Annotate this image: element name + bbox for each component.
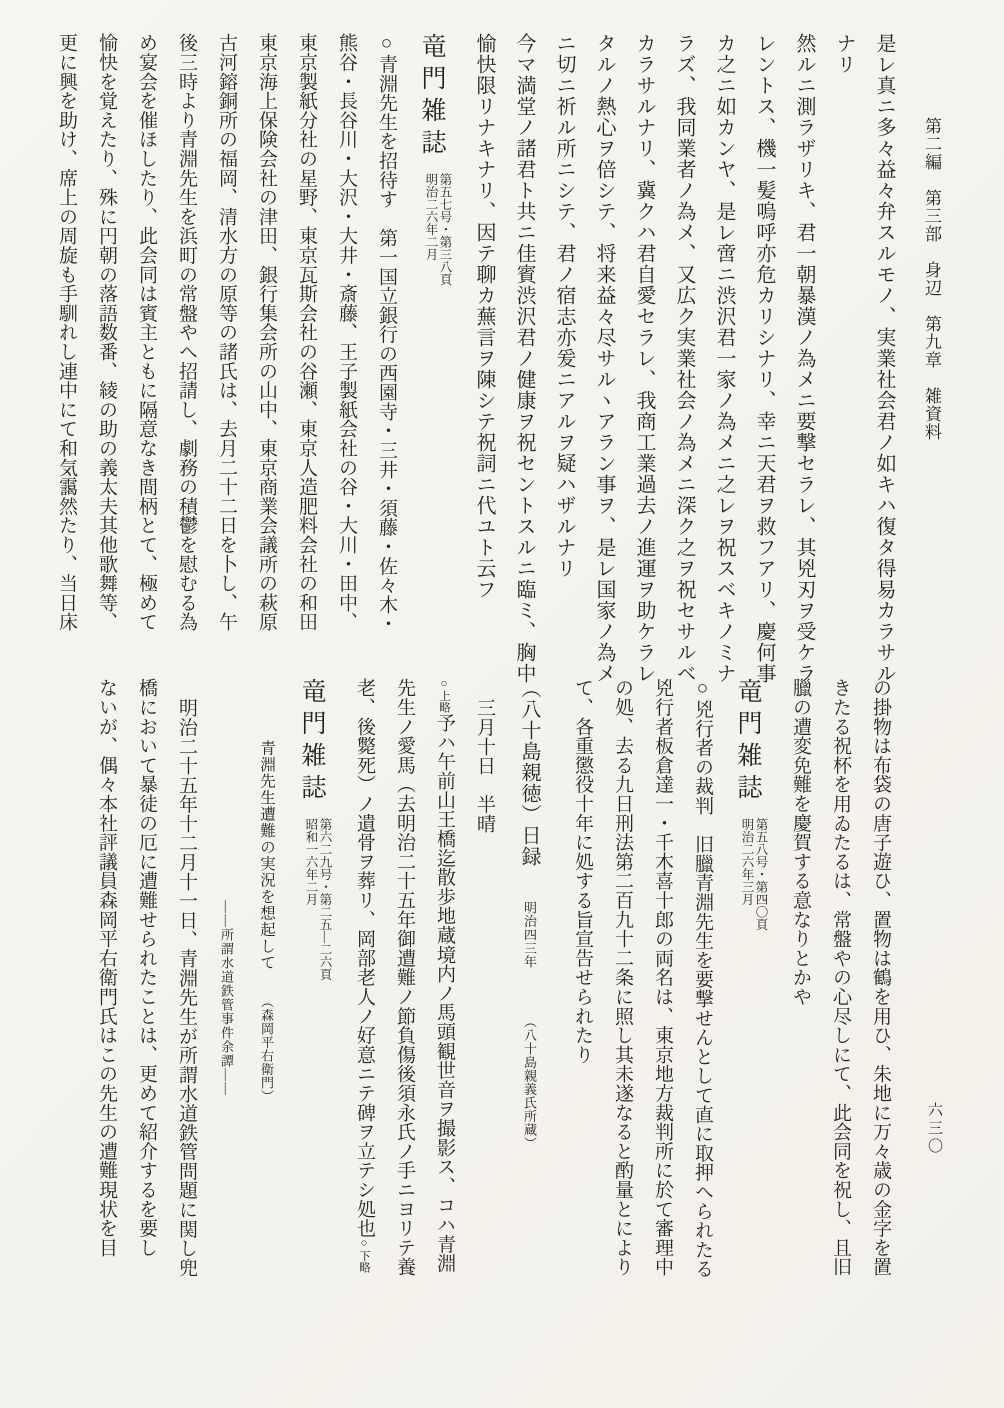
body-line: の処、去る九日刑法第二百九十二条に照し其未遂なると酌量とにより — [612, 678, 633, 1277]
diary-entry-date: 三月十日 半晴 — [474, 698, 495, 834]
citation-warichu — [304, 818, 332, 981]
body-line: 古河鎔銅所の福岡、清水方の原等の諸氏は、去月二十二日を卜し、午 — [216, 33, 237, 632]
journal-title: 竜門雑誌 — [298, 678, 325, 806]
top-half-text-block — [46, 33, 944, 684]
body-line: 臘の遭変免難を慶賀する意なりとかや — [790, 678, 811, 1007]
body-line: ないが、偶々本社評議員森岡平右衛門氏はこの先生の遭難現状を目 — [96, 678, 117, 1257]
section-heading-ryumon-629 — [288, 678, 334, 1298]
body-line: きたる祝杯を用ゐたるは、常盤やの心尽しにて、此会同を祝し、且旧 — [830, 678, 851, 1277]
quote-line: 今マ満堂ノ諸君ト共ニ佳賓渋沢君ノ健康ヲ祝セントスルニ臨ミ、胸中 — [513, 33, 535, 684]
citation-date: 昭和一六年二月 — [304, 818, 318, 906]
diary-text: 老、後斃死）ノ遺骨ヲ葬リ、岡部老人ノ好意ニテ碑ヲ立テシ処也 — [354, 678, 375, 1238]
body-line: 明治二十五年十二月十一日、青淵先生が所謂水道鉄管問題に関し兜 — [176, 698, 197, 1277]
body-line: ○青淵先生を招待す 第一国立銀行の西園寺・三井・須藤・佐々木・ — [376, 33, 397, 634]
citation-warichu — [424, 173, 452, 286]
bottom-half-text-block — [86, 678, 944, 1298]
body-line: て、各重懲役十年に処する旨宣告せられたり — [572, 678, 593, 1064]
citation-issue: 第五七号・第三八頁 — [438, 173, 452, 286]
citation-date: 明治二六年三月 — [740, 818, 754, 906]
quote-line: ラズ、我同業者ノ為メ、又広ク実業社会ノ為メニ深ク之ヲ祝セサルベ — [673, 33, 695, 684]
section-heading-ryumon-58 — [724, 678, 770, 1298]
citation-date: 明治二六年二月 — [424, 173, 438, 261]
section-heading-diary — [506, 678, 552, 1298]
quote-line: カラサルナリ、冀クハ君自愛セラレ、我商工業過去ノ進運ヲ助ケラレ — [633, 33, 655, 684]
diary-title: （八十島親徳）日録 — [518, 678, 540, 867]
quote-line: 是レ真ニ多々益々弁スルモノ、実業社会君ノ如キハ復タ得易カラサル — [873, 33, 895, 684]
quote-line: タルノ熱心ヲ倍シテ、将来益々尽サルヽアラン事ヲ、是レ国家ノ為メ — [593, 33, 615, 684]
article-title-line — [246, 678, 286, 1298]
article-author: （森岡平右衛門） — [259, 995, 274, 1103]
omission-note-start: ○上略 — [438, 678, 450, 713]
body-line: 後三時より青淵先生を浜町の常盤やへ招請し、劇務の積鬱を慰むる為 — [176, 33, 197, 632]
body-line: の掛物は布袋の唐子遊ひ、置物は鶴を用ひ、朱地に万々歳の金字を置 — [870, 678, 891, 1277]
page-number: 六三〇 — [926, 1102, 942, 1156]
body-line: 東京製紙分社の星野、東京瓦斯会社の谷瀬、東京人造肥料会社の和田 — [296, 33, 317, 632]
citation-issue: 第六二九号・第二五―二六頁 — [318, 818, 332, 981]
body-line: め宴会を催ほしたり、此会同は賓主ともに隔意なき間柄とて、極めて — [136, 33, 157, 632]
body-line — [424, 678, 464, 1298]
body-line: 東京海上保険会社の津田、銀行集会所の山中、東京商業会議所の萩原 — [256, 33, 277, 632]
diary-text: 予ハ午前山王橋迄散歩地蔵境内ノ馬頭観世音ヲ撮影ス、コハ青淵 — [434, 713, 455, 1273]
diary-source: （八十島親義氏所蔵） — [522, 1014, 537, 1150]
body-line: 熊谷・長谷川・大沢・大井・斎藤、王子製紙会社の谷・大川・田中、 — [336, 33, 357, 632]
article-subtitle: ――所謂水道鉄管事件余譚―― — [219, 900, 234, 1096]
omission-note-end: ○下略 — [358, 1237, 370, 1273]
citation-issue: 第五八号・第四〇頁 — [754, 818, 768, 931]
running-head: 第二編 第三部 身辺 第九章 雑資料 — [922, 117, 941, 441]
quote-line: 愉快限リナキナリ、因テ聊カ蕪言ヲ陳シテ祝詞ニ代ユト云フ — [473, 33, 495, 600]
quote-line: カ之ニ如カンヤ、是レ啻ニ渋沢君一家ノ為メニ之レヲ祝スベキノミナ — [713, 33, 735, 684]
body-line: 更に興を助け、席上の周旋も手馴れし連中にて和気靄然たり、当日床 — [56, 33, 77, 632]
body-line: 橋において暴徒の厄に遭難せられたことは、更めて紹介するを要し — [136, 678, 157, 1257]
journal-title: 竜門雑誌 — [734, 678, 761, 806]
quote-line: レントス、機一髪嗚呼亦危カリシナリ、幸ニ天君ヲ救フアリ、慶何事 — [753, 33, 775, 684]
body-line: 先生ノ愛馬（去明治二十五年御遭難ノ節負傷後須永氏ノ手ニヨリテ養 — [394, 678, 415, 1277]
body-line: ○兇行者の裁判 旧臘青淵先生を要撃せんとして直に取押へられたる — [692, 678, 713, 1279]
body-line: 兇行者板倉達一・千木喜十郎の両名は、東京地方裁判所に於て審理中 — [652, 678, 673, 1277]
diary-date: 明治四三年 — [522, 901, 537, 969]
citation-warichu — [740, 818, 768, 931]
article-title: 青淵先生遭難の実況を想起して — [258, 740, 275, 971]
quote-line: ニ切ニ祈ル所ニシテ、君ノ宿志亦爰ニアルヲ疑ハザルナリ — [553, 33, 575, 579]
body-line — [344, 678, 384, 1298]
quote-line: 然ルニ測ラザリキ、君一朝暴漢ノ為メニ要撃セラレ、其兇刃ヲ受ケラ — [793, 33, 815, 684]
body-line: 愉快を覚えたり、殊に円朝の落語数番、綾の助の義太夫其他歌舞等、 — [96, 33, 117, 632]
section-heading-ryumon-57 — [408, 33, 454, 641]
quote-line: ナリ — [833, 33, 855, 75]
journal-title: 竜門雑誌 — [418, 33, 445, 161]
